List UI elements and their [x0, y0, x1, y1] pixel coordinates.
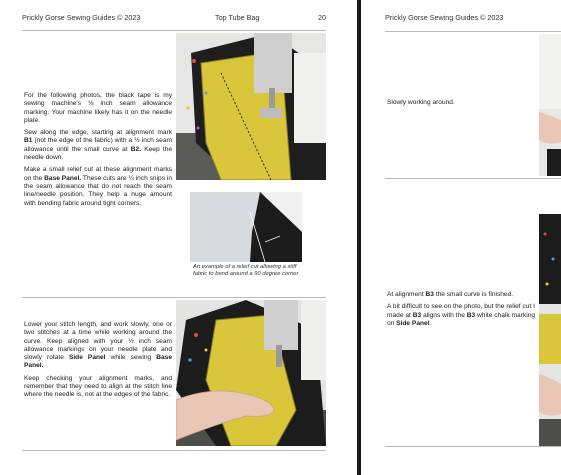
header-project-title: Top Tube Bag — [215, 13, 260, 22]
mark-b2: B2. — [130, 145, 142, 153]
paragraph-b3-chalk: A bit difficult to see on the photo, but the relief cut I made at B3 aligns with the B3 white chalk marking on Side Panel. — [387, 303, 535, 327]
section2-text — [24, 321, 172, 404]
paragraph-sew-edge: Sew along the edge, starting at alignment mark B1 (not the edge of the fabric) with a ½ inch seam allowance until the small curve at B2. Keep the needle down. — [24, 129, 173, 162]
mark-b3: B3 — [412, 311, 422, 319]
section-divider-rule — [22, 297, 326, 298]
section1-text — [24, 92, 172, 212]
section2-text — [387, 291, 535, 332]
base-panel-label: Base Panel. — [24, 354, 172, 370]
side-panel-label: Side Panel — [396, 319, 430, 327]
section-divider-rule — [385, 178, 561, 179]
photo-sewing-edge — [176, 33, 326, 180]
mark-b3: B3 — [466, 311, 476, 319]
photo-b3-alignment — [539, 214, 561, 446]
right-page — [361, 0, 561, 475]
top-rule — [22, 30, 326, 31]
base-panel-label: Base Panel. — [44, 174, 82, 182]
header-guide-title: Prickly Gorse Sewing Guides © 2023 — [385, 13, 504, 22]
bottom-rule — [22, 450, 326, 451]
photo-relief-cut — [190, 192, 302, 262]
top-rule — [385, 31, 561, 32]
paragraph-tape-marking: For the following photos, the black tape is my sewing machine's ⅛ inch seam allowance marking. Your machine likely has it on the needle plate. — [24, 92, 172, 124]
paragraph-curve-technique: Lower your stitch length, and work slowly, one or two stitches at a time while working around the curve. Keep aligned with your ½ inch seam allowance markings on your needle plate and slowly rotate Side Panel while sewing Base Panel. — [24, 321, 172, 370]
paragraph-alignment-check: Keep checking your alignment marks, and remember that they need to align at the stitch line where the needle is, not at the edges of the fabric. — [24, 374, 172, 399]
section1-text — [387, 99, 537, 111]
relief-cut-caption: An example of a relief cut allowing a stiff fabric to bend around a 90 degree corner — [193, 264, 299, 278]
paragraph-slowly-working: Slowly working around. — [387, 99, 455, 106]
bottom-rule — [385, 446, 561, 447]
mark-b3: B3 — [425, 291, 434, 298]
header-page-number: 20 — [318, 13, 326, 22]
photo-curve-sewing — [176, 300, 326, 446]
header-guide-title: Prickly Gorse Sewing Guides © 2023 — [22, 13, 141, 22]
paragraph-relief-cut: Make a small relief cut at these alignment marks on the Base Panel. These cuts are ¼ inch snips in the seam allowance that do not reach the seam line/needle position. They help a huge amount with bending fabric around tight corners. — [24, 166, 172, 207]
side-panel-label: Side Panel — [68, 354, 106, 362]
photo-slowly-working — [539, 34, 561, 176]
mark-b1: B1 — [24, 137, 33, 145]
paragraph-b3-finished: At alignment B3 the small curve is finished. — [387, 291, 514, 298]
